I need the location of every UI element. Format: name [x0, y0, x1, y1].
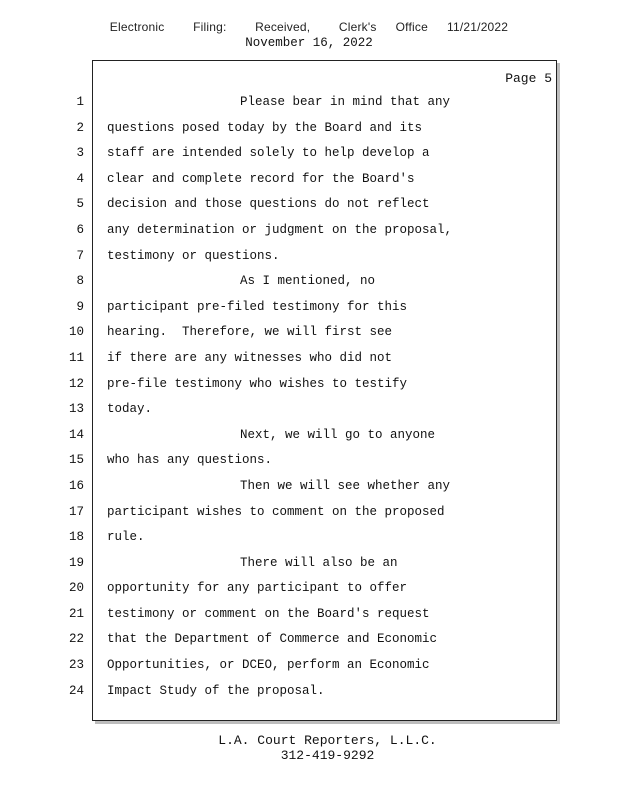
line-number: 8: [76, 274, 84, 289]
line-number: 20: [68, 581, 84, 596]
transcript-line: hearing. Therefore, we will first see: [107, 325, 393, 340]
line-number: 14: [68, 427, 84, 442]
line-number: 16: [68, 478, 84, 493]
transcript-line: participant wishes to comment on the proposed: [107, 504, 445, 519]
transcript-line: staff are intended solely to help develop a: [107, 146, 430, 161]
line-number: 11: [68, 350, 84, 365]
line-number: 18: [68, 530, 84, 545]
line-number: 17: [68, 504, 84, 519]
line-number: 23: [68, 658, 84, 673]
transcript-line: Please bear in mind that any: [240, 95, 451, 109]
transcript-line: that the Department of Commerce and Economic: [107, 632, 438, 647]
page-number: Page 5: [505, 71, 552, 86]
line-number-column: [60, 90, 84, 704]
line-number: 3: [76, 146, 84, 161]
reporter-company: L.A. Court Reporters, L.L.C.: [218, 733, 437, 748]
transcript-line: decision and those questions do not reflect: [107, 197, 430, 212]
line-number: 6: [76, 222, 84, 237]
transcript-line: Next, we will go to anyone: [240, 427, 436, 442]
transcript-line: clear and complete record for the Board's: [107, 171, 415, 186]
line-number: 10: [68, 325, 84, 340]
filing-stamp: Electronic Filing: Received, Clerk's Office 11/21/2022: [109, 20, 509, 34]
line-number: 24: [68, 683, 84, 698]
transcript-line: rule.: [107, 530, 145, 545]
transcript-line: testimony or questions.: [107, 248, 280, 263]
line-number: 13: [68, 402, 84, 417]
transcript-line: participant pre-filed testimony for this: [107, 299, 408, 314]
line-number: 19: [68, 555, 84, 570]
line-number: 12: [68, 376, 84, 391]
transcript-line: Opportunities, or DCEO, perform an Economic: [107, 658, 430, 673]
transcript-line: As I mentioned, no: [240, 274, 376, 289]
transcript-line: who has any questions.: [107, 453, 273, 468]
reporter-phone: 312-419-9292: [280, 748, 375, 763]
transcript-line: pre-file testimony who wishes to testify: [107, 376, 408, 391]
transcript-line: Impact Study of the proposal.: [107, 683, 325, 698]
line-number: 21: [68, 606, 84, 621]
transcript-line: testimony or comment on the Board's request: [107, 606, 430, 621]
line-number: 15: [68, 453, 84, 468]
line-number: 1: [76, 95, 84, 109]
reporter-footer: [0, 733, 618, 763]
transcript-body: [107, 90, 547, 704]
line-number: 22: [68, 632, 84, 647]
hearing-date: November 16, 2022: [245, 36, 373, 50]
transcript-line: There will also be an: [240, 555, 398, 570]
transcript-line: Then we will see whether any: [240, 478, 451, 493]
line-number: 9: [76, 299, 84, 314]
transcript-line: opportunity for any participant to offer: [107, 581, 408, 596]
transcript-line: if there are any witnesses who did not: [107, 350, 393, 365]
line-number: 5: [76, 197, 84, 212]
line-number: 4: [76, 171, 84, 186]
line-number: 7: [76, 248, 84, 263]
line-number: 2: [76, 120, 84, 135]
transcript-line: today.: [107, 402, 153, 417]
transcript-line: questions posed today by the Board and its: [107, 120, 423, 135]
transcript-line: any determination or judgment on the proposal,: [107, 222, 453, 237]
